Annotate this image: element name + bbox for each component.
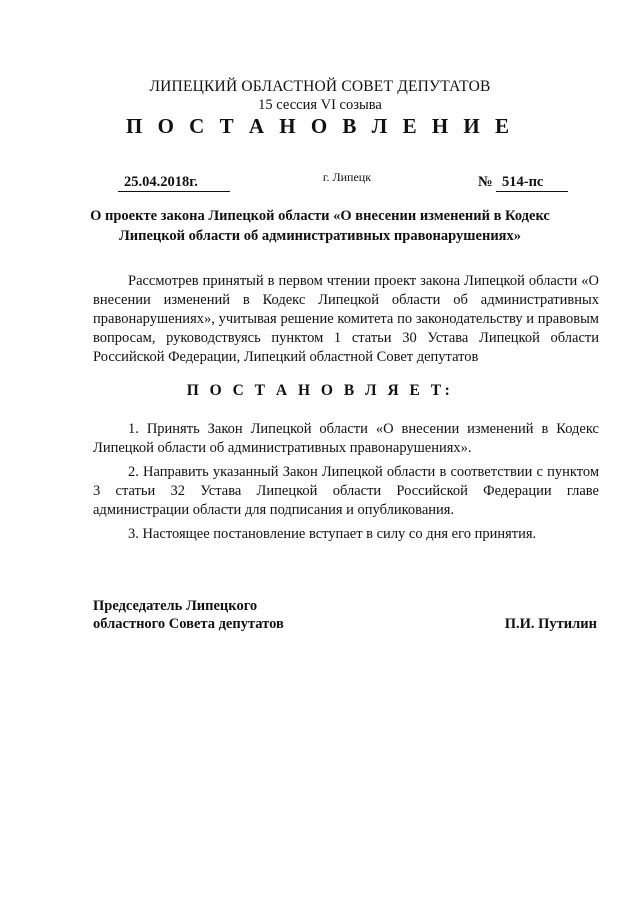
resolution-item-1: 1. Принять Закон Липецкой области «О внесении изменений в Кодекс Липецкой области об административных правонарушениях».: [93, 421, 599, 456]
document-number: 514-пс: [496, 174, 568, 192]
document-subject: О проекте закона Липецкой области «О внесении изменений в Кодекс Липецкой области об административных правонарушениях»: [90, 208, 550, 244]
number-sign: №: [478, 174, 493, 190]
resolution-item-2: 2. Направить указанный Закон Липецкой области в соответствии с пунктом 3 статьи 32 Устава Липецкой области Российской Федерации главе администрации области для подписания и опубликования.: [93, 464, 599, 518]
signatory-position-line-2: областного Совета депутатов: [93, 616, 284, 632]
session-info: 15 сессия VI созыва: [258, 97, 382, 113]
document-city: г. Липецк: [322, 170, 372, 184]
council-name: ЛИПЕЦКИЙ ОБЛАСТНОЙ СОВЕТ ДЕПУТАТОВ: [149, 78, 491, 95]
signatory-name: П.И. Путилин: [504, 616, 597, 632]
document-type-title: П О С Т А Н О В Л Е Н И Е: [125, 114, 514, 138]
resolution-item-3: 3. Настоящее постановление вступает в силу со дня его принятия.: [128, 526, 537, 542]
resolves-heading: П О С Т А Н О В Л Я Е Т:: [186, 382, 454, 399]
document-date: 25.04.2018г.: [118, 174, 230, 192]
signatory-position: [93, 597, 284, 633]
signatory-position-line-1: Председатель Липецкого: [93, 598, 258, 614]
intro-paragraph: Рассмотрев принятый в первом чтении проект закона Липецкой области «О внесении изменений в Кодекс Липецкой области об административных правонарушениях», учитывая решение комитета по законодательству и правовым вопросам, руководствуясь пунктом 1 статьи 30 Устава Липецкой области Российской Федерации, Липецкий областной Совет депутатов: [93, 273, 599, 365]
